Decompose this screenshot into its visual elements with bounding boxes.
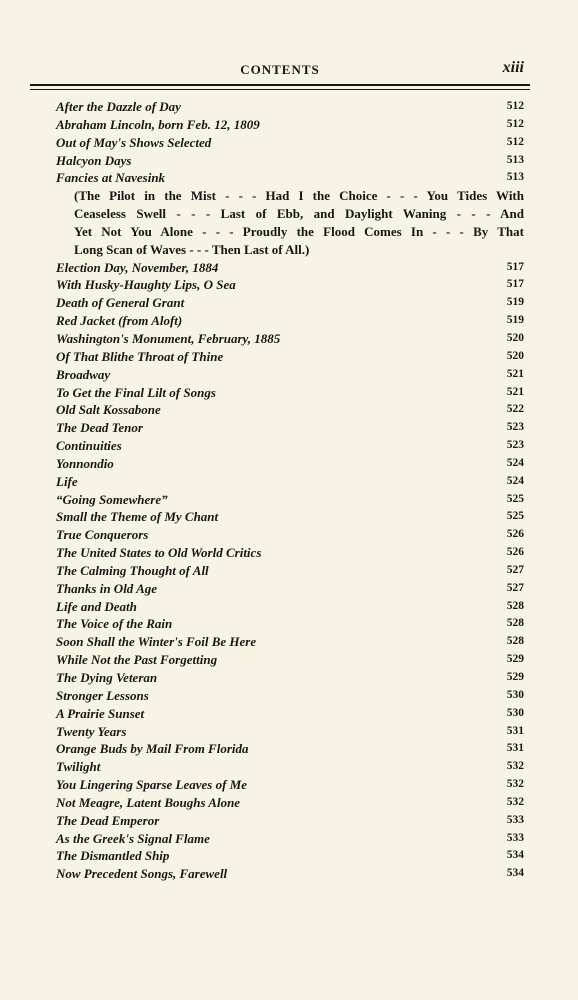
contents-entry bbox=[56, 865, 524, 883]
entry-page: 526 bbox=[506, 528, 524, 541]
entry-title: Life bbox=[56, 473, 78, 489]
entry-title: The Voice of the Rain bbox=[56, 616, 173, 632]
entry-title: The United States to Old World Critics bbox=[56, 545, 262, 561]
contents-list bbox=[56, 98, 524, 883]
contents-entry bbox=[56, 152, 524, 170]
entry-page: 524 bbox=[506, 474, 524, 487]
entry-title: Fancies at Navesink bbox=[56, 170, 166, 186]
contents-entry bbox=[56, 348, 524, 366]
contents-entry bbox=[56, 723, 524, 741]
entry-title: Now Precedent Songs, Farewell bbox=[56, 866, 228, 882]
entry-page: 525 bbox=[506, 492, 524, 505]
entry-title: Yonnondio bbox=[56, 455, 114, 471]
contents-entry bbox=[56, 705, 524, 723]
entry-page: 521 bbox=[506, 385, 524, 398]
page-header bbox=[30, 58, 530, 84]
contents-entry bbox=[56, 384, 524, 402]
entry-page: 526 bbox=[506, 546, 524, 559]
entry-page: 513 bbox=[506, 153, 524, 166]
entry-page: 534 bbox=[506, 849, 524, 862]
contents-entry bbox=[56, 526, 524, 544]
contents-entry bbox=[56, 455, 524, 473]
contents-entry bbox=[56, 580, 524, 598]
entry-title: The Calming Thought of All bbox=[56, 562, 209, 578]
entry-title: Twenty Years bbox=[56, 723, 127, 739]
entry-page: 521 bbox=[506, 367, 524, 380]
page-title: CONTENTS bbox=[240, 62, 320, 77]
subentry-line: Ceaseless Swell - - - Last of Ebb, and Daylight Waning - - - And bbox=[74, 206, 524, 222]
entry-page: 532 bbox=[506, 778, 524, 791]
entry-page: 512 bbox=[506, 135, 524, 148]
contents-entry bbox=[56, 473, 524, 491]
contents-entry bbox=[56, 687, 524, 705]
contents-entry bbox=[56, 651, 524, 669]
entry-page: 524 bbox=[506, 456, 524, 469]
contents-entry bbox=[56, 812, 524, 830]
contents-entry bbox=[56, 330, 524, 348]
contents-entry bbox=[56, 437, 524, 455]
entry-title: Stronger Lessons bbox=[56, 687, 149, 703]
entry-page: 527 bbox=[506, 563, 524, 576]
contents-entry bbox=[56, 98, 524, 116]
entry-title: You Lingering Sparse Leaves of Me bbox=[56, 777, 248, 793]
contents-entry bbox=[56, 633, 524, 651]
entry-page: 523 bbox=[506, 421, 524, 434]
contents-entry bbox=[56, 669, 524, 687]
contents-entry bbox=[56, 794, 524, 812]
entry-title: With Husky-Haughty Lips, O Sea bbox=[56, 277, 236, 293]
entry-page: 522 bbox=[506, 403, 524, 416]
entry-title: Orange Buds by Mail From Florida bbox=[56, 741, 249, 757]
page-number: xiii bbox=[502, 59, 524, 76]
contents-entry bbox=[56, 491, 524, 509]
subentry-block bbox=[56, 187, 524, 258]
entry-page: 534 bbox=[506, 867, 524, 880]
entry-title: Abraham Lincoln, born Feb. 12, 1809 bbox=[56, 116, 260, 132]
entry-page: 523 bbox=[506, 439, 524, 452]
entry-page: 531 bbox=[506, 724, 524, 737]
entry-title: The Dismantled Ship bbox=[56, 848, 170, 864]
entry-title: The Dead Emperor bbox=[56, 812, 160, 828]
entry-page: 533 bbox=[506, 831, 524, 844]
entry-page: 529 bbox=[506, 653, 524, 666]
contents-entry bbox=[56, 598, 524, 616]
subentry-line: Long Scan of Waves - - - Then Last of All.) bbox=[74, 241, 310, 257]
entry-page: 520 bbox=[506, 349, 524, 362]
entry-page: 533 bbox=[506, 813, 524, 826]
entry-title: Life and Death bbox=[56, 598, 137, 614]
entry-page: 525 bbox=[506, 510, 524, 523]
entry-page: 519 bbox=[506, 296, 524, 309]
entry-page: 512 bbox=[506, 117, 524, 130]
entry-title: The Dying Veteran bbox=[56, 670, 158, 685]
entry-title: While Not the Past Forgetting bbox=[56, 652, 218, 668]
entry-title: Soon Shall the Winter's Foil Be Here bbox=[56, 634, 257, 650]
entry-title: Election Day, November, 1884 bbox=[56, 259, 219, 275]
entry-title: Red Jacket (from Aloft) bbox=[56, 313, 183, 329]
entry-title: Halcyon Days bbox=[56, 152, 132, 168]
entry-page: 528 bbox=[506, 635, 524, 648]
entry-page: 527 bbox=[506, 581, 524, 594]
entry-title: Old Salt Kossabone bbox=[56, 402, 161, 418]
subentry-line: (The Pilot in the Mist - - - Had I the Choice - - - You Tides With bbox=[74, 188, 524, 204]
header-rule-thick bbox=[30, 84, 530, 86]
entry-title: Death of General Grant bbox=[56, 295, 185, 311]
header-rule-thin bbox=[30, 89, 530, 90]
contents-entry bbox=[56, 740, 524, 758]
contents-entry bbox=[56, 615, 524, 633]
entry-title: Thanks in Old Age bbox=[56, 580, 158, 596]
entry-title: After the Dazzle of Day bbox=[56, 99, 181, 114]
entry-page: 530 bbox=[506, 706, 524, 719]
contents-entry bbox=[56, 776, 524, 794]
entry-title: Small the Theme of My Chant bbox=[56, 509, 219, 525]
entry-title: The Dead Tenor bbox=[56, 420, 143, 436]
entry-page: 532 bbox=[506, 795, 524, 808]
contents-entry bbox=[56, 830, 524, 848]
entry-title: To Get the Final Lilt of Songs bbox=[56, 384, 216, 400]
contents-entry bbox=[56, 312, 524, 330]
entry-title: Broadway bbox=[56, 366, 111, 382]
contents-entry bbox=[56, 508, 524, 526]
contents-entry bbox=[56, 116, 524, 134]
entry-page: 531 bbox=[506, 742, 524, 755]
contents-entry bbox=[56, 401, 524, 419]
entry-page: 532 bbox=[506, 760, 524, 773]
entry-page: 519 bbox=[506, 314, 524, 327]
contents-entry bbox=[56, 366, 524, 384]
contents-entry bbox=[56, 562, 524, 580]
subentry-line: Yet Not You Alone - - - Proudly the Flood Comes In - - - By That bbox=[74, 223, 524, 239]
contents-entry bbox=[56, 259, 524, 277]
entry-title: Out of May's Shows Selected bbox=[56, 134, 212, 150]
contents-entry bbox=[56, 544, 524, 562]
entry-title: As the Greek's Signal Flame bbox=[56, 830, 210, 846]
entry-title: Not Meagre, Latent Boughs Alone bbox=[56, 794, 241, 810]
entry-title: Washington's Monument, February, 1885 bbox=[56, 330, 281, 346]
entry-page: 528 bbox=[506, 599, 524, 612]
contents-entry bbox=[56, 134, 524, 152]
entry-title: “Going Somewhere” bbox=[56, 491, 168, 507]
contents-entry bbox=[56, 419, 524, 437]
entry-page: 517 bbox=[506, 260, 524, 273]
entry-title: Continuities bbox=[56, 438, 122, 454]
entry-title: Of That Blithe Throat of Thine bbox=[56, 348, 224, 364]
contents-entry bbox=[56, 847, 524, 865]
contents-entry bbox=[56, 169, 524, 187]
entry-page: 517 bbox=[506, 278, 524, 291]
entry-page: 530 bbox=[506, 688, 524, 701]
entry-page: 512 bbox=[506, 100, 524, 112]
entry-page: 520 bbox=[506, 331, 524, 344]
entry-title: True Conquerors bbox=[56, 527, 149, 543]
contents-entry bbox=[56, 276, 524, 294]
entry-page: 529 bbox=[506, 671, 524, 683]
contents-entry bbox=[56, 758, 524, 776]
entry-page: 513 bbox=[506, 171, 524, 184]
entry-title: A Prairie Sunset bbox=[56, 705, 145, 721]
entry-page: 528 bbox=[506, 617, 524, 630]
entry-title: Twilight bbox=[56, 759, 101, 775]
contents-entry bbox=[56, 294, 524, 312]
